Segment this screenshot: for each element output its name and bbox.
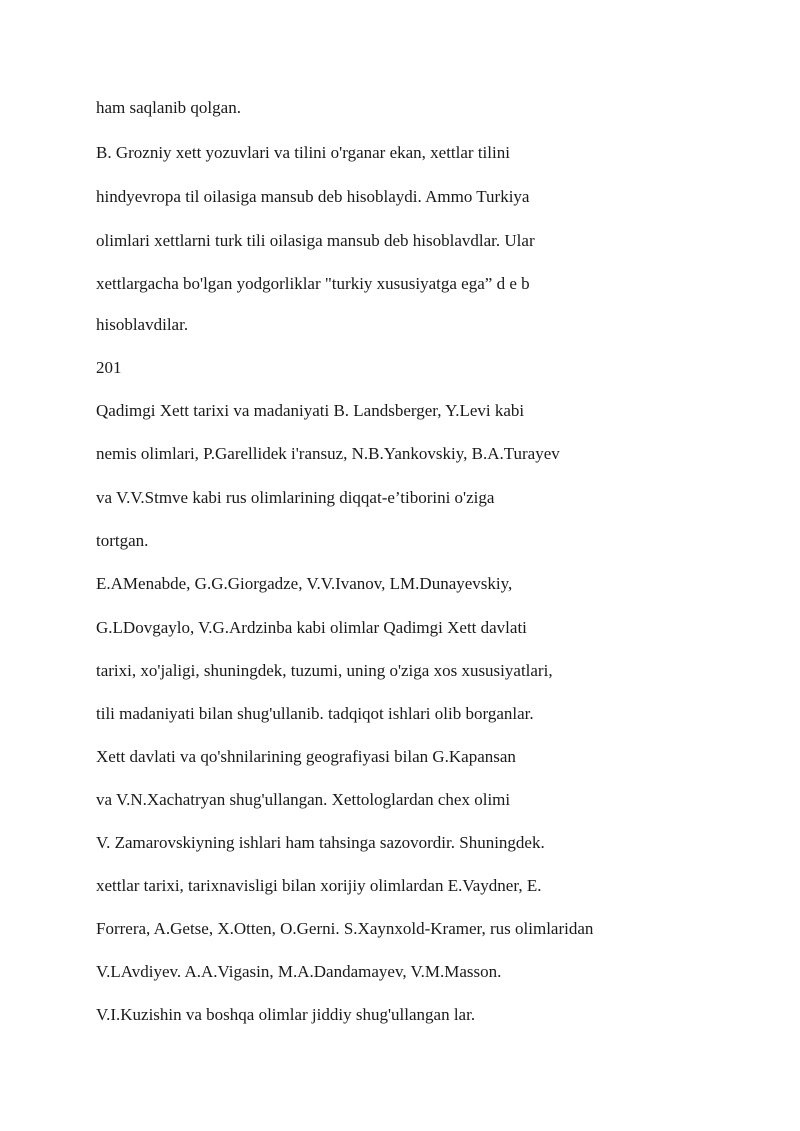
text-line: Qadimgi Xett tarixi va madaniyati B. Landsberger, Y.Levi kabi	[96, 401, 525, 420]
text-line: B. Grozniy xett yozuvlari va tilini o'rganar ekan, xettlar tilini	[96, 143, 510, 162]
text-line: xettlar tarixi, tarixnavisligi bilan xorijiy olimlardan E.Vaydner, E.	[96, 876, 542, 895]
text-line: tarixi, xo'jaligi, shuningdek, tuzumi, uning o'ziga xos xususiyatlari,	[96, 661, 553, 680]
text-line: V. Zamarovskiyning ishlari ham tahsinga sazovordir. Shuningdek.	[96, 833, 545, 852]
text-line: ham saqlanib qolgan.	[96, 98, 241, 117]
text-line: tortgan.	[96, 531, 149, 550]
text-line: Forrera, A.Getse, X.Otten, O.Gerni. S.Xaynxold-Kramer, rus olimlaridan	[96, 919, 594, 938]
text-line: hindyevropa til oilasiga mansub deb hisoblaydi. Ammo Turkiya	[96, 187, 530, 206]
text-line: hisoblavdilar.	[96, 315, 189, 334]
text-line: olimlari xettlarni turk tili oilasiga mansub deb hisoblavdlar. Ular	[96, 231, 535, 250]
text-line: V.LAvdiyev. A.A.Vigasin, M.A.Dandamayev, V.M.Masson.	[96, 962, 502, 981]
text-line: G.LDovgaylo, V.G.Ardzinba kabi olimlar Qadimgi Xett davlati	[96, 618, 527, 637]
text-line: Xett davlati va qo'shnilarining geografiyasi bilan G.Kapansan	[96, 747, 516, 766]
text-line: tili madaniyati bilan shug'ullanib. tadqiqot ishlari olib borganlar.	[96, 704, 534, 723]
text-line: xettlargacha bo'lgan yodgorliklar "turkiy xususiyatga ega” d e b	[96, 274, 530, 293]
text-line: va V.V.Stmve kabi rus olimlarining diqqat-e’tiborini o'ziga	[96, 488, 495, 507]
text-line: nemis olimlari, P.Garellidek i'ransuz, N.B.Yankovskiy, B.A.Turayev	[96, 444, 560, 463]
text-line: va V.N.Xachatryan shug'ullangan. Xettologlardan chex olimi	[96, 790, 511, 809]
text-line: E.AMenabde, G.G.Giorgadze, V.V.Ivanov, LM.Dunayevskiy,	[96, 574, 513, 593]
page-number: 201	[96, 358, 122, 377]
text-line: V.I.Kuzishin va boshqa olimlar jiddiy shug'ullangan lar.	[96, 1005, 476, 1024]
